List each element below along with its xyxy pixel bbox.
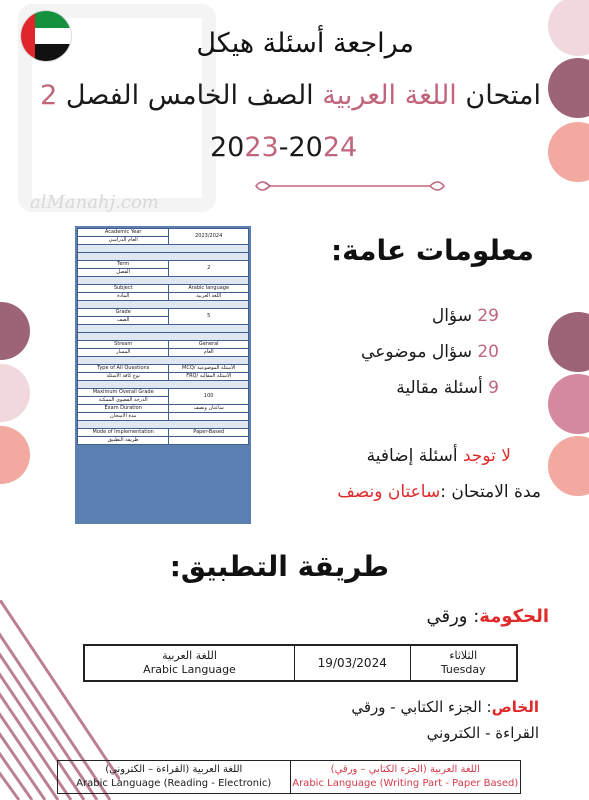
objective-questions: 20 سؤال موضوعي xyxy=(361,342,499,362)
cell-en: Term xyxy=(78,261,169,269)
total-questions: 29 سؤال xyxy=(431,306,499,326)
decor-circle xyxy=(548,374,589,434)
private-mode: الخاص: الجزء الكتابي - ورقي xyxy=(351,698,539,716)
cell-ar: الفصل xyxy=(78,269,169,277)
cell-ar: الدرجة القصوى الممكنة xyxy=(78,397,169,405)
divider-ornament xyxy=(250,178,450,194)
reading-en: Arabic Language (Reading - Electronic) xyxy=(76,778,272,789)
application-heading: طريقة التطبيق: xyxy=(169,550,389,583)
essay-questions: 9 أسئلة مقالية xyxy=(396,378,499,398)
subject-ar: اللغة العربية xyxy=(162,649,217,662)
subject-cell xyxy=(85,646,294,680)
watermark-text: alManahj.com xyxy=(30,192,159,213)
decor-circle xyxy=(0,364,30,422)
cell-en: Maximum Overall Grade xyxy=(78,389,169,397)
cell-en: Stream xyxy=(78,341,169,349)
cell-value: Arabic language xyxy=(169,285,249,293)
decor-circle xyxy=(0,302,30,360)
government-mode: الحكومة: ورقي xyxy=(426,606,549,627)
day-en: Tuesday xyxy=(440,663,486,676)
cell-en: Exam Duration xyxy=(78,405,169,413)
cell-value: MCQ/ الأسئلة الموضوعية xyxy=(169,365,249,373)
title-line-2: امتحان اللغة العربية الصف الخامس الفصل 2 xyxy=(40,80,541,111)
writing-ar: اللغة العربية (الجزء الكتابي – ورقي) xyxy=(330,764,480,775)
cell-ar: العام الدراسي xyxy=(78,237,169,245)
decor-circle xyxy=(0,426,30,484)
cell-value: 5 xyxy=(169,309,249,325)
cell-value: FRQ/ الأسئلة المقالية xyxy=(169,373,249,381)
cell-en: Type of All Questions xyxy=(78,365,169,373)
government-schedule-row xyxy=(83,644,518,682)
cell-value: 100 xyxy=(169,389,249,405)
subject-en: Arabic Language xyxy=(143,663,236,676)
writing-en: Arabic Language (Writing Part - Paper Based) xyxy=(292,778,519,789)
decor-circle xyxy=(548,122,589,182)
cell-ar: مدة الامتحان xyxy=(78,413,169,421)
decor-circle xyxy=(548,436,589,496)
cell-value: العام xyxy=(169,349,249,357)
decor-circle xyxy=(548,312,589,372)
exam-info-table xyxy=(75,226,251,524)
cell-en: Academic Year xyxy=(78,229,169,237)
cell-ar: طريقة التطبيق xyxy=(78,437,169,445)
cell-en: Grade xyxy=(78,309,169,317)
no-extra-questions: لا توجد أسئلة إضافية xyxy=(366,446,511,466)
decor-circle xyxy=(548,0,589,56)
cell-value: Paper-Based xyxy=(169,429,249,437)
day-cell xyxy=(410,646,517,680)
cell-value: 2 xyxy=(169,261,249,277)
cell-ar: المادة xyxy=(78,293,169,301)
cell-en: Mode of Implementation xyxy=(78,429,169,437)
exam-duration: مدة الامتحان :ساعتان ونصف xyxy=(337,482,541,502)
cell-value: اللغة العربية xyxy=(169,293,249,301)
cell-ar: نوع كافة الأسئلة xyxy=(78,373,169,381)
title-line-3: 2023-2024 xyxy=(210,132,358,163)
reading-ar: اللغة العربية (القراءة – الكتروني) xyxy=(105,764,243,775)
cell-en: Subject xyxy=(78,285,169,293)
cell-ar: المسار xyxy=(78,349,169,357)
decor-circle xyxy=(548,58,589,118)
reading-cell xyxy=(58,761,290,793)
title-line-1: مراجعة أسئلة هيكل xyxy=(196,28,414,59)
cell-ar: الصف xyxy=(78,317,169,325)
cell-value: ساعتان ونصف xyxy=(169,405,249,413)
day-ar: الثلاثاء xyxy=(449,649,478,662)
private-schedule-row xyxy=(57,760,521,794)
writing-cell xyxy=(290,761,521,793)
cell-value: 2023/2024 xyxy=(169,229,249,245)
date-cell: 19/03/2024 xyxy=(294,646,409,680)
general-info-heading: معلومات عامة: xyxy=(330,234,534,267)
cell-value: General xyxy=(169,341,249,349)
private-mode-reading: القراءة - الكتروني xyxy=(426,724,539,742)
uae-flag-icon xyxy=(20,10,72,62)
